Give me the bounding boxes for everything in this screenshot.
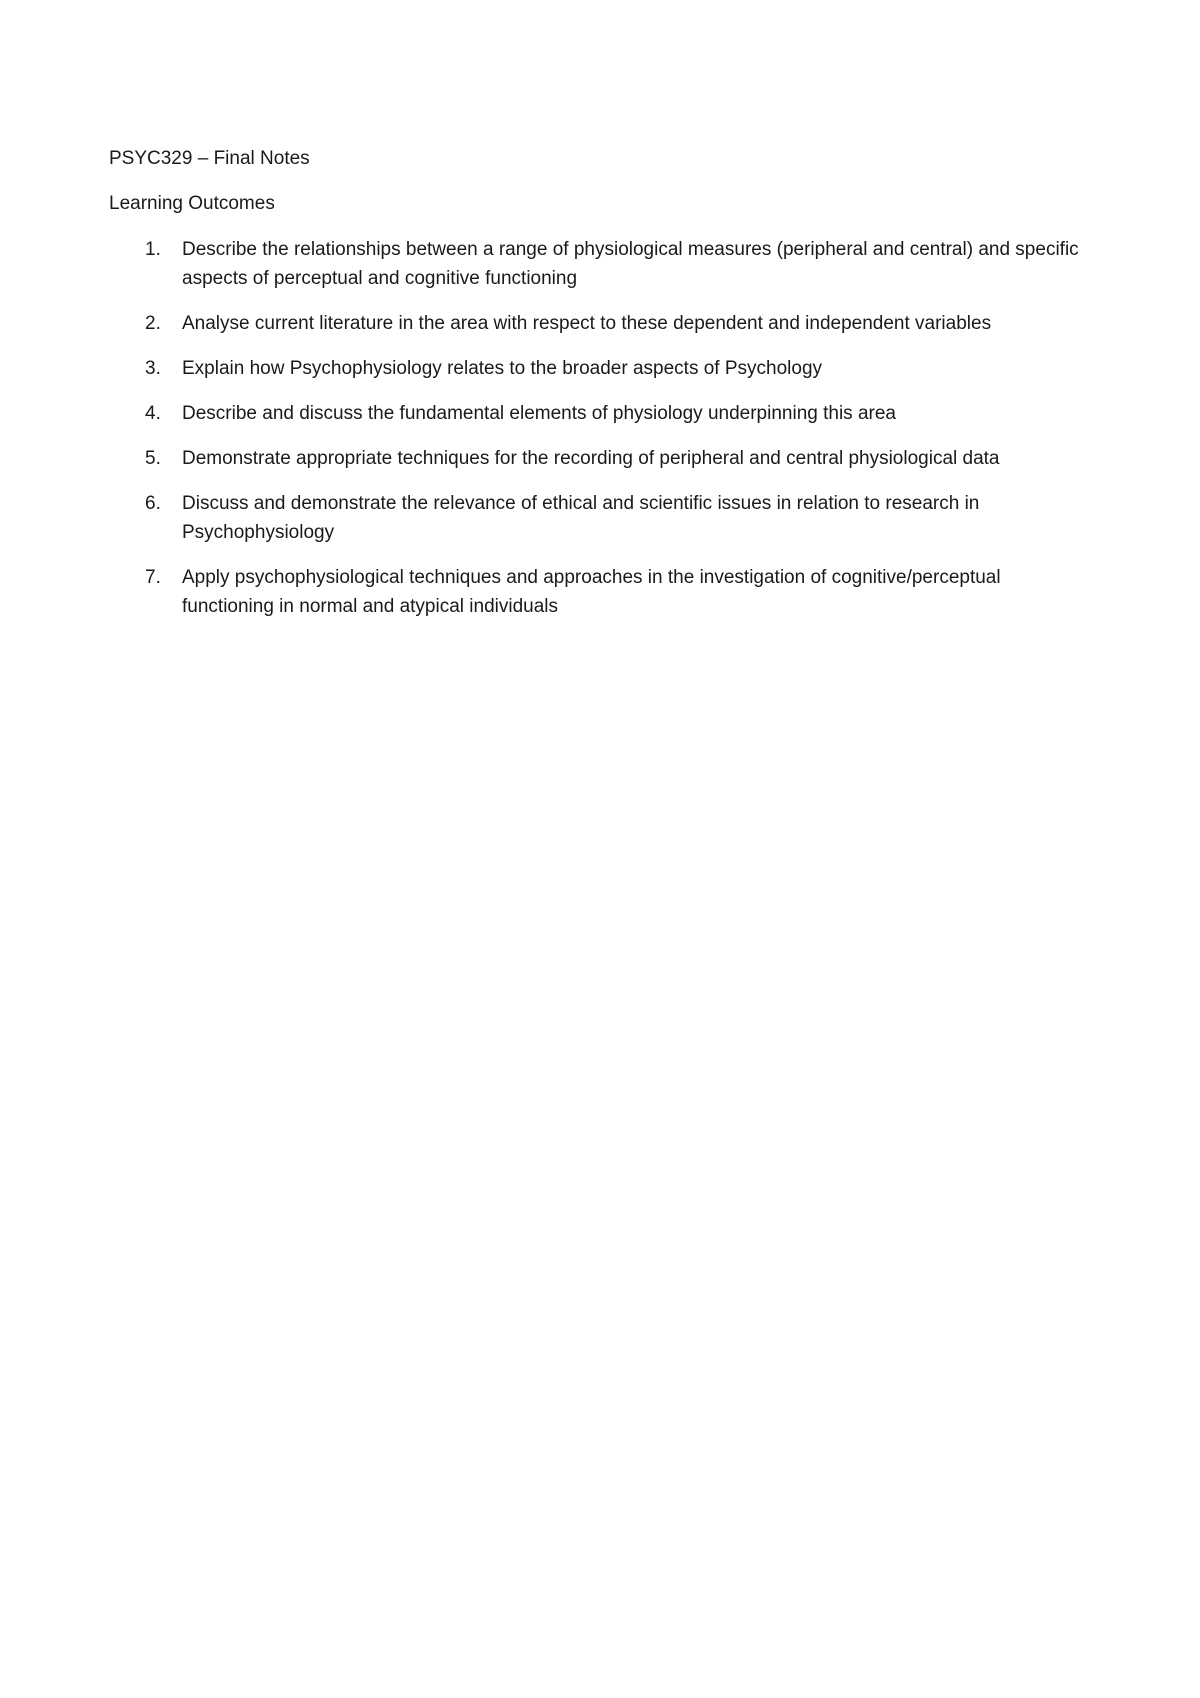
list-item-text: Demonstrate appropriate techniques for the recording of peripheral and central physiological data xyxy=(182,448,1000,469)
list-item xyxy=(109,309,1089,338)
list-item-text: Analyse current literature in the area with respect to these dependent and independent variables xyxy=(182,313,992,334)
list-item-number: 2. xyxy=(145,313,161,334)
list-item-text: Describe the relationships between a range of physiological measures (peripheral and central) and specific aspects of perceptual and cognitive functioning xyxy=(182,239,1079,289)
learning-outcomes-list xyxy=(109,235,1089,621)
section-heading: Learning Outcomes xyxy=(109,193,275,214)
list-item-number: 4. xyxy=(145,403,161,424)
list-item xyxy=(109,235,1089,293)
list-item-text: Explain how Psychophysiology relates to the broader aspects of Psychology xyxy=(182,358,823,379)
list-item xyxy=(109,399,1089,428)
list-item xyxy=(109,563,1089,621)
document-body xyxy=(109,146,1089,637)
list-item-number: 3. xyxy=(145,358,161,379)
list-item-text: Discuss and demonstrate the relevance of ethical and scientific issues in relation to research in Psychophysiology xyxy=(182,493,980,543)
list-item xyxy=(109,354,1089,383)
list-item-number: 6. xyxy=(145,493,161,514)
document-title: PSYC329 – Final Notes xyxy=(109,148,310,169)
list-item-number: 7. xyxy=(145,567,161,588)
list-item-number: 1. xyxy=(145,239,161,260)
list-item xyxy=(109,444,1089,473)
list-item-number: 5. xyxy=(145,448,161,469)
list-item xyxy=(109,489,1089,547)
list-item-text: Apply psychophysiological techniques and approaches in the investigation of cognitive/perceptual functioning in normal and atypical individuals xyxy=(182,567,1001,617)
list-item-text: Describe and discuss the fundamental elements of physiology underpinning this area xyxy=(182,403,896,424)
